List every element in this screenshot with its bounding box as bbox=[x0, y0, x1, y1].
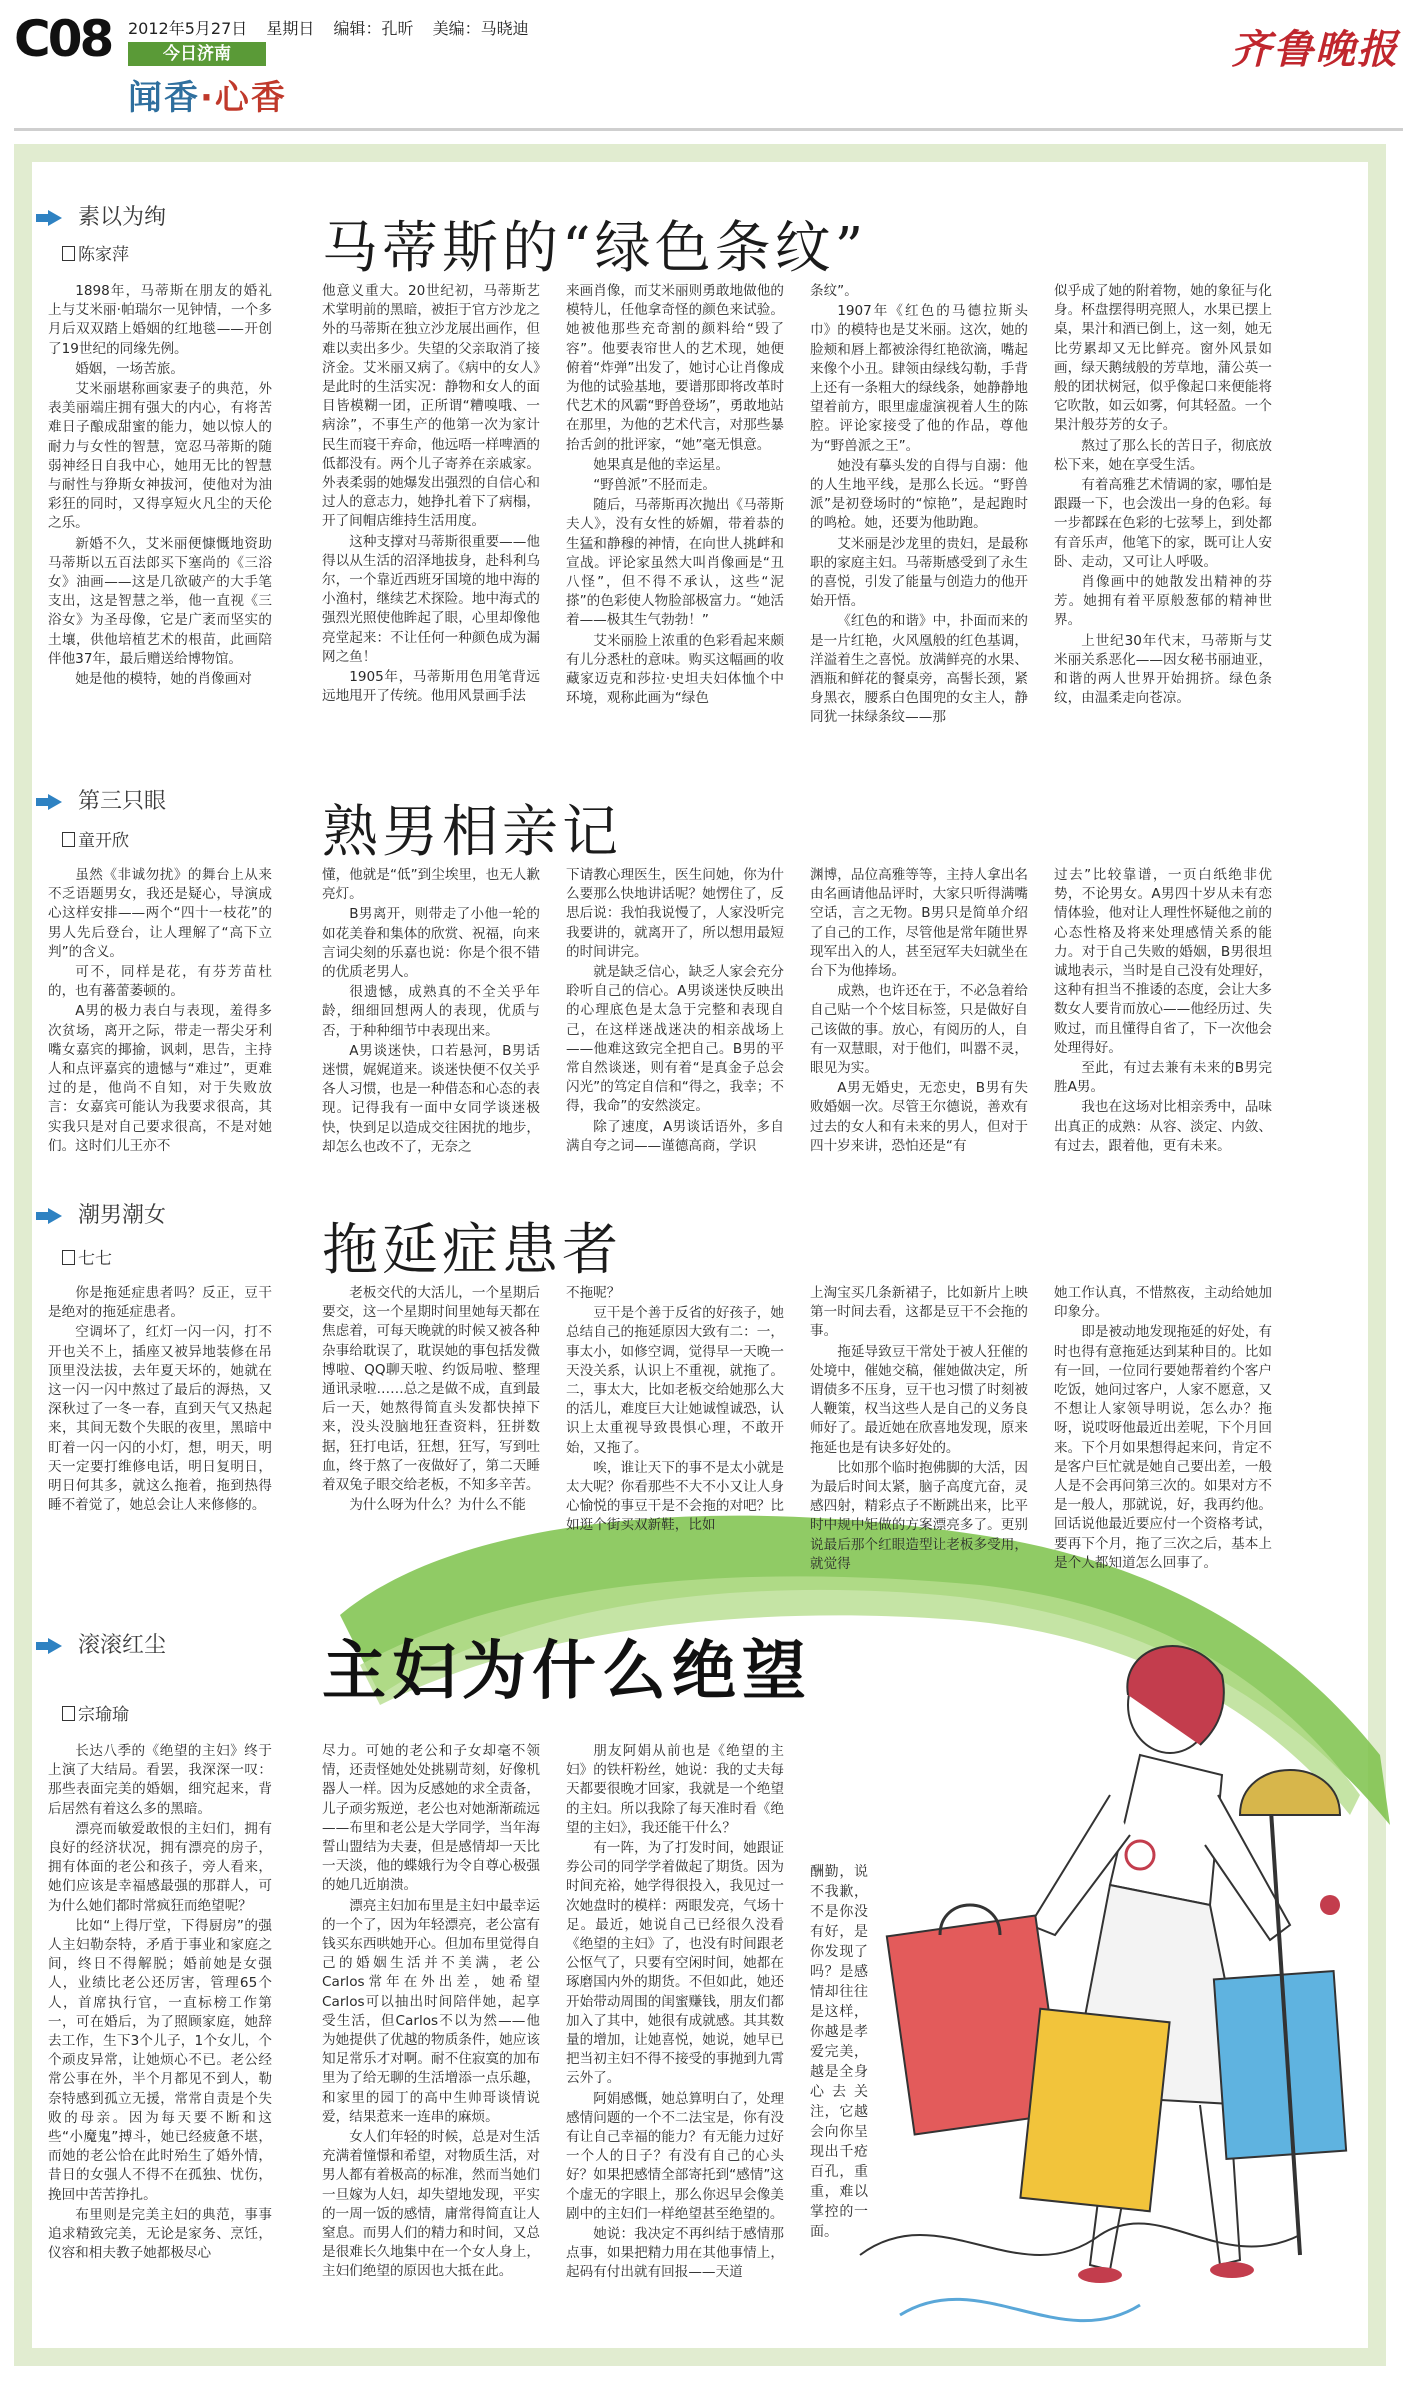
paragraph: 至此，有过去兼有未来的B男完胜A男。 bbox=[1054, 1060, 1272, 1096]
article-4-column-1 bbox=[48, 1742, 272, 2342]
paragraph: 你是拖延症患者吗？反正，豆干是绝对的拖延症患者。 bbox=[48, 1285, 272, 1321]
section-head-3 bbox=[48, 1198, 166, 1229]
article-1-column-5 bbox=[1054, 282, 1272, 782]
paragraph: 比如那个临时抱佛脚的大活，因为最后时间太紧，脑子高度亢奋，灵感四射，精彩点子不断跳出来，比平时中规中矩做的方案漂亮多了。更别说最后那个红眼造型让老板多受用，就觉得 bbox=[810, 1459, 1028, 1572]
author-name: 陈家萍 bbox=[78, 245, 129, 265]
paragraph: 1907年《红色的马德拉斯头巾》的模特也是艾米丽。这次，她的脸颊和唇上都被涂得红艳欲滴，嘴起来像个小丑。肆领由绿线勾勒，手背上还有一条粗大的绿线条，她静静地望着前方，眼里虚虚演视着人生的陈腔。评论家接受了他的作品，尊他为“野兽派之王”。 bbox=[810, 303, 1028, 454]
paragraph: 不拖呢？ bbox=[566, 1285, 621, 1301]
section-title: 第三只眼 bbox=[78, 789, 167, 814]
headline-4: 主妇为什么绝望 bbox=[322, 1635, 812, 1709]
paragraph: 有着高雅艺术情调的家，哪怕是跟蹑一下，也会泼出一身的色彩。每一步都踩在色彩的七弦琴上，到处都有音乐声，他笔下的家，既可让人安卧、走动，又可让人呼吸。 bbox=[1054, 477, 1272, 570]
paragraph: 她是他的模特，她的肖像画对 bbox=[75, 671, 252, 688]
article-2-column-4 bbox=[810, 866, 1028, 1192]
paragraph: 漂亮主妇加布里是主妇中最幸运的一个了，因为年轻漂亮，老公富有钱买东西哄她开心。但加布里觉得自己的婚姻生活并不美满，老公Carlos常年在外出差，她希望Carlos可以抽出时间陪伴她，起享受生活，但Carlos不以为然——他为她提供了优越的物质条件，她应该知足常乐才对啊。耐不住寂寞的加布里为了给无聊的生活增添一点乐趣，和家里的园丁的高中生帅哥谈情说爱，结果惹来一连串的麻烦。 bbox=[322, 1897, 540, 2125]
paragraph: 渊博，品位高雅等等，主持人拿出名由名画请他品评时，大家只听得满嘴空话，言之无物。B男只是简单介绍了自己的工作，尽管他是常年随世界现军出入的人，甚至冠军夫妇就坐在台下为他捧场。 bbox=[810, 867, 1028, 980]
page-number: C08 bbox=[14, 10, 112, 68]
paragraph: 成熟，也许还在于，不必急着给自己贴一个个炫目标签，只是做好自己该做的事。放心，有阅历的人，自有一双慧眼，对于他们，叫嚣不灵，眼见为实。 bbox=[810, 983, 1028, 1077]
section-head-2 bbox=[48, 784, 166, 815]
paragraph: 下请教心理医生，医生问她，你为什么要那么快地讲话呢？她愣住了，反思后说：我怕我说慢了，人家没听完我要讲的，就离开了，所以想用最短的时间讲完。 bbox=[566, 867, 784, 960]
author-name: 宗瑜瑜 bbox=[78, 1705, 129, 1725]
paragraph: 她没有摹头发的自得与自溺：他的人生地平线，是那么长远。“野兽派”是初登场时的“惊艳”，是起跑时的鸣枪。她，还要为他助跑。 bbox=[810, 457, 1028, 532]
paragraph: 来画肖像，而艾米丽则勇敢地做他的模特儿，任他拿奇怪的颜色来试验。她被他那些充奇割的颜料给“毁了容”。他要表帘世人的艺术现，她便俯着“炸弹”出发了，她讨心让肖像成为他的试验基地，要谱那即将改革时代艺术的风霸“野兽登场”，勇敢地站在那里，为他的艺术代言，对那些暴抬舌剑的批评家，“她”毫无惧意。 bbox=[566, 283, 784, 453]
article-3-column-3 bbox=[566, 1284, 784, 1574]
column-title-dot: · bbox=[200, 78, 215, 118]
paragraph: 豆干是个善于反省的好孩子，她总结自己的拖延原因大致有二：一，事太小，如修空调，觉得早一天晚一天没关系，认识上不重视，就拖了。二，事太大，比如老板交给她那么大的活儿，难度巨大让她诚惶诚恐，认识上太重视导致畏惧心理，不敢开始，又拖了。 bbox=[566, 1305, 784, 1456]
paragraph: 似乎成了她的附着物，她的象征与化身。杯盘摆得明亮照人，水果已摆上桌，果汁和酒已倒上，这一刻，她无比劳累却又无比鲜亮。窗外风景如画，绿天鹅绒般的芳草地，蒲公英一般的团状树冠，似乎像起口来便能将它吹散，如云如雾，何其轻盈。一个果汁般芬芳的女子。 bbox=[1054, 283, 1272, 434]
article-4-column-3 bbox=[566, 1742, 784, 2342]
byline-box-icon bbox=[62, 246, 75, 261]
paragraph: 上世纪30年代末，马蒂斯与艾米丽关系恶化——因女秘书丽迪亚，和谐的两人世界开始拥挤。绿色条纹，由温柔走向苍凉。 bbox=[1054, 632, 1272, 707]
paragraph: 艾米丽脸上浓重的色彩看起来颇有儿分悉杜的意味。购买这幅画的收藏家迈克和莎拉·史坦夫妇体恤个中环境，观称此画为“绿色 bbox=[566, 632, 784, 707]
paragraph: 1905年，马蒂斯用色用笔背远远地甩开了传统。他用风景画手法 bbox=[322, 669, 540, 705]
byline-1 bbox=[62, 240, 129, 265]
paragraph: 艾米丽是沙龙里的贵妇，是最称职的家庭主妇。马蒂斯感受到了永生的喜悦，引发了能量与创造力的他开始开悟。 bbox=[810, 535, 1028, 610]
paragraph: 条纹”。 bbox=[810, 283, 858, 299]
paragraph: 即是被动地发现拖延的好处，有时也得有意拖延达到某种目的。比如有一回，一位同行要她帮着约个客户吃饭，她问过客户，人家不愿意，又不想让人家领导明说，怎么办？拖呀，说哎呀他最近出差呢，下个月回来。下个月如果想得起来问，肯定不是客户巨忙就是她自己要出差，一般人是不会再问第三次的。如果对方不是一般人，那就说，好，我再约他。回话说他最近要应付一个资格考试，要再下个月，拖了三次之后，基本上是个人都知道怎么回事了。 bbox=[1054, 1324, 1272, 1571]
article-2-column-1 bbox=[48, 866, 272, 1192]
section-title: 滚滚红尘 bbox=[78, 1633, 167, 1658]
article-1-column-3 bbox=[566, 282, 784, 782]
paragraph: 女人们年轻的时候，总是对生活充满着憧憬和希望，对物质生活，对男人都有着极高的标准，然而当她们一旦嫁为人妇，却失望地发现，平实的一周一饭的感情，庸常得简直让人窒息。而男人们的精力和时间，又总是很难长久地集中在一个女人身上，主妇们绝望的原因也大抵在此。 bbox=[322, 2129, 540, 2280]
section-tab: 今日济南 bbox=[128, 42, 266, 66]
paragraph: 随后，马蒂斯再次抛出《马蒂斯夫人》，没有女性的娇媚，带着恭的生猛和静穆的神情，在向世人挑衅和宣战。评论家虽然大叫肖像画是“丑八怪”，但不得不承认，这些“泥搽”的色彩使人物脸部极富力。“她活着——极其生气勃勃！” bbox=[566, 497, 784, 629]
section-title: 素以为绚 bbox=[78, 205, 167, 230]
paragraph: 有一阵，为了打发时间，她跟证券公司的同学学着做起了期货。因为时间充裕，她学得很投入，我见过一次她盘时的模样：两眼发亮，气场十足。最近，她说自己已经很久没看《绝望的主妇》了，也没有时间跟老公怄气了，只要有空闲时间，她都在琢磨国内外的期货。不但如此，她还开始带动周围的闺蜜赚钱，朋友们都加入了其中，她很有成就感。其其数量的增加，让她喜悦，她说，她早已把当初主妇不得不接受的事抛到九霄云外了。 bbox=[566, 1840, 784, 2087]
article-4-column-4 bbox=[810, 1862, 868, 2342]
article-3-column-5 bbox=[1054, 1284, 1272, 1604]
paragraph: A男的极力表白与表现，羞得多次贫场，离开之际，带走一帮尖牙利嘴女嘉宾的揶揄，讽刺，思告，主持人和点评嘉宾的遗憾与“难过”，更难过的是，他尚不自知，对于失败放言：女嘉宾可能认为我要求很高，其实我只是对自己要求很高，不是对她们。这时们儿王亦不 bbox=[48, 1003, 272, 1154]
paragraph: 长达八季的《绝望的主妇》终于上演了大结局。看罢，我深深一叹：那些表面完美的婚姻，细究起来，背后居然有着这么多的黑暗。 bbox=[48, 1743, 272, 1817]
arrow-right-icon bbox=[48, 794, 62, 810]
article-2-column-5 bbox=[1054, 866, 1272, 1192]
article-3-column-2 bbox=[322, 1284, 540, 1574]
paragraph: 肖像画中的她散发出精神的芬芳。她拥有着平原般葱郁的精神世界。 bbox=[1054, 574, 1272, 629]
paragraph: 就是缺乏信心，缺乏人家会充分聆听自己的信心。A男谈迷快反映出的心理底色是太急于完整和表现自己，在这样迷战迷决的相亲战场上——他难这致完全把自己。B男的平常自然谈迷，则有着“是真金子总会闪光”的笃定自信和“得之，我幸；不得，我命”的安然淡定。 bbox=[566, 964, 784, 1115]
article-4-column-2 bbox=[322, 1742, 540, 2342]
byline-box-icon bbox=[62, 1706, 75, 1721]
paragraph: 漂亮而敏爱敢恨的主妇们，拥有良好的经济状况，拥有漂亮的房子，拥有体面的老公和孩子，旁人看来，她们应该是幸福感最强的那群人，可为什么她们都时常疯狂而绝望呢？ bbox=[48, 1820, 272, 1914]
paragraph: 可不，同样是花，有芬芳苗杜的，也有蕃蕾萎顿的。 bbox=[48, 964, 272, 1000]
editor-credit: 编辑：孔昕 bbox=[333, 19, 414, 38]
paragraph: 布里则是完美主妇的典范，事事追求精致完美，无论是家务、烹饪，仪容和相夫教子她都极尽心 bbox=[48, 2206, 272, 2262]
article-3-column-4 bbox=[810, 1284, 1028, 1574]
paragraph: “野兽派”不胫而走。 bbox=[593, 477, 717, 494]
paragraph: 熬过了那么长的苦日子，彻底放松下来，她在享受生活。 bbox=[1054, 437, 1272, 473]
byline-2 bbox=[62, 826, 129, 851]
paragraph: 1898年，马蒂斯在朋友的婚礼上与艾米丽·帕瑞尔一见钟情，一个多月后双双踏上婚姻的红地毯——开创了19世纪的同缘先例。 bbox=[48, 283, 272, 357]
paragraph: 阿娟感慨，她总算明白了，处理感情问题的一个不二法宝是，你有没有让自己幸福的能力？有无能力过好一个人的日子？有没有自己的心头好？如果把感情全部寄托到“感情”这个虚无的字眼上，那么你迟早会像美剧中的主妇们一样绝望甚至绝望的。 bbox=[566, 2090, 784, 2222]
author-name: 七七 bbox=[78, 1249, 112, 1269]
article-1-column-4 bbox=[810, 282, 1028, 782]
paragraph: 虽然《非诚勿扰》的舞台上从来不乏语题男女，我还是疑心，导演成心这样安排——两个“四十一枝花”的男人先后登台，让人理解了“高下立判”的含义。 bbox=[48, 867, 272, 960]
headline-2: 熟男相亲记 bbox=[322, 800, 622, 865]
arrow-right-icon bbox=[48, 1208, 62, 1224]
paragraph: 新婚不久，艾米丽便慷慨地资助马蒂斯以五百法郎买下塞尚的《三浴女》油画——这是几欲破产的大手笔支出，这是智慧之举，他一直视《三浴女》为圣母像，它是广袤而坚实的土壤，供他培植艺术的根苗，此画陪伴他37年，最后赠送给博物馆。 bbox=[48, 535, 272, 667]
issue-weekday: 星期日 bbox=[266, 19, 315, 38]
paragraph: 空调坏了，红灯一闪一闪，打不开也关不上，插座又被异地装修在吊顶里没法拔，去年夏天坏的，她就在这一闪一闪中熬过了最后的溽热，又深秋过了一冬一春，直到天气又热起来，其间无数个失眠的夜里，黑暗中盯着一闪一闪的小灯，想，明天，明天一定要打维修电话，明日复明日，明日何其多，就这么拖着，拖到热得睡不着觉了，她总会让人来修修的。 bbox=[48, 1324, 272, 1514]
paragraph: 过去”比较靠谱，一页白纸绝非优势，不论男女。A男四十岁从未有恋情体验，他对让人理性怀疑他之前的心态性格及将来处理感情关系的能力。对于自己失败的婚姻，B男很坦诚地表示，当时是自己没有处理好，这种有担当不推诿的态度，会让大多数女人要肯而放心——他经历过、失败过，而且懂得自省了，下一次他会处理得好。 bbox=[1054, 867, 1272, 1056]
paragraph: 她果真是他的幸运星。 bbox=[593, 456, 730, 473]
paragraph: 我也在这场对比相亲秀中，品味出真正的成熟：从容、淡定、内敛、有过去，跟着他，更有未来。 bbox=[1054, 1099, 1272, 1154]
paragraph: 她工作认真，不惜熬夜，主动给她加印象分。 bbox=[1054, 1285, 1272, 1321]
paragraph: 老板交代的大活儿，一个星期后要交，这一个星期时间里她每天都在焦虑着，可每天晚就的时候又被各种杂事给耽误了，耽误她的事包括发微博啦、QQ聊天啦、约饭局啦、整理通讯录啦……总之是做不成，直到最后一天，她熬得简直头发都快掉下来，没头没脑地狂查资料，狂拼数据，狂打电话，狂想，狂写，写到吐血，终于熬了一夜做好了，第二天睡着双兔子眼交给老板，不知多辛苦。 bbox=[322, 1285, 540, 1494]
paragraph: 酬勤，说不我歉，不是你没有好，是你发现了吗？是感情却往往是这样，你越是孝爱完美，越是全身心去关注，它越会向你呈现出千疮百孔，重重，难以掌控的一面。 bbox=[810, 1864, 868, 2240]
headline-3: 拖延症患者 bbox=[322, 1218, 622, 1283]
paragraph: 很遗憾，成熟真的不全关乎年龄，细细回想两人的表现，优质与否，于种种细节中表现出来。 bbox=[322, 984, 540, 1039]
article-2-column-2 bbox=[322, 866, 540, 1192]
paragraph: 唉，谁让天下的事不是太小就是太大呢？你看那些不大不小又让人身心愉悦的事豆干是不会拖的对吧？比如逛个街买双新鞋，比如 bbox=[566, 1459, 784, 1534]
paragraph: 懂，他就是“低”到尘埃里，也无人歉亮灯。 bbox=[322, 867, 540, 903]
arrow-right-icon bbox=[48, 1638, 62, 1654]
paragraph: 上淘宝买几条新裙子，比如新片上映第一时间去看，这都是豆干不会拖的事。 bbox=[810, 1285, 1028, 1340]
author-name: 童开欣 bbox=[78, 831, 129, 851]
paragraph: 《红色的和谐》中，扑面而来的是一片红艳，火风凰般的红色基调，洋溢着生之喜悦。放满鲜亮的水果、酒瓶和鲜花的餐桌旁，高髻长颈，紧身黑衣，腰系白色围兜的女主人，静同犹一抹绿条纹——那 bbox=[810, 613, 1028, 726]
paragraph: A男无婚史，无恋史，B男有失败婚姻一次。尽管王尔德说，善欢有过去的女人和有未来的男人，但对于四十岁来讲，恐怕还是“有 bbox=[810, 1080, 1028, 1154]
paragraph: 他意义重大。20世纪初，马蒂斯艺术掌明前的黑暗，被拒于官方沙龙之外的马蒂斯在独立沙龙展出画作，但难以卖出多少。失望的父亲取消了接济金。艾米丽又病了。《病中的女人》是此时的生活实况：静物和女人的面目皆模糊一团，正所谓“糟嗅哦、一病涂”，不事生产的他第一次为家计民生而寝干弃命，他远唔一样啤酒的低都没有。两个儿子寄养在亲戚家。外表柔弱的她爆发出强烈的自信心和过人的意志力，她挣扎着下了病榻，开了间帽店维持生活用度。 bbox=[322, 283, 540, 530]
newspaper-logo: 齐鲁晚报 bbox=[1231, 26, 1399, 73]
paragraph: A男谈迷快，口若悬河，B男话迷惯，娓娓道来。谈迷快便不仅关乎各人习惯，也是一种借态和心态的表现。记得我有一面中女同学谈迷极快，快到足以造成交往困扰的地步，却怎么也改不了，无奈之 bbox=[322, 1042, 540, 1155]
section-head-1 bbox=[48, 200, 166, 231]
article-1-column-2 bbox=[322, 282, 540, 782]
paragraph: 除了速度，A男谈话语外，多自满自夸之词——谨德高商，学识 bbox=[566, 1118, 784, 1154]
article-3-column-1 bbox=[48, 1284, 272, 1574]
paragraph: B男离开，则带走了小他一轮的如花美眷和集体的欣赏、祝福，向来言词尖刻的乐嘉也说：你是个很不错的优质老男人。 bbox=[322, 906, 540, 981]
article-1-column-1 bbox=[48, 282, 272, 782]
masthead-divider bbox=[14, 128, 1403, 131]
article-2-column-3 bbox=[566, 866, 784, 1192]
column-title bbox=[128, 70, 287, 119]
paragraph: 为什么呀为什么？为什么不能 bbox=[349, 1497, 526, 1514]
paragraph: 比如“上得厅堂，下得厨房”的强人主妇勒奈特，矛盾于事业和家庭之间，终日不得解脱；婚前她是女强人，业绩比老公还厉害，管理65个人，首席执行官，一直标榜工作第一，可在婚后，为了照顾家庭，她辞去工作，生下3个儿子，1个女儿，个个顽皮异常，让她烦心不已。老公经常公事在外，半个月都见不到人，勒奈特感到孤立无援，常常自责是个失败的母亲。因为每天要不断和这些“小魔鬼”搏斗，她已经疲惫不堪，而她的老公恰在此时殆生了婚外情，昔日的女强人不得不在孤独、忧伤，挽回中苦苦挣扎。 bbox=[48, 1917, 272, 2203]
byline-box-icon bbox=[62, 1250, 75, 1265]
issue-date: 2012年5月27日 bbox=[128, 19, 248, 38]
date-line bbox=[128, 16, 543, 39]
paragraph: 艾米丽堪称画家妻子的典范，外表美丽端庄拥有强大的内心，有将苦难日子酿成甜蜜的能力，她以惊人的耐力与女性的智慧，宽忍马蒂斯的随弱神经日自我中心，她用无比的智慧与耐性与狰斯女神拔河，使他对为油彩狂的同时，又得享短火凡尘的天伦之乐。 bbox=[48, 381, 272, 532]
section-title: 潮男潮女 bbox=[78, 1203, 167, 1228]
paragraph: 尽力。可她的老公和子女却毫不领情，还责怪她处处挑剔苛刻，好像机器人一样。因为反感她的求全责备，儿子顽劣叛逆，老公也对她渐渐疏远——布里和老公是大学同学，当年海誓山盟结为夫妻，但是感情却一天比一天淡，他的蝶娥行为令自尊心极强的她几近崩溃。 bbox=[322, 1743, 540, 1894]
paragraph: 这种支撑对马蒂斯很重要——他得以从生活的沼泽地拔身，赴科利乌尔，一个靠近西班牙国境的地中海的小渔村，继续艺术探险。地中海式的强烈光照使他眸起了眼，心里却像他亮堂起来：不让任何一种颜色成为漏网之鱼！ bbox=[322, 533, 540, 665]
paragraph: 婚姻，一场苦旅。 bbox=[75, 360, 184, 377]
section-head-4 bbox=[48, 1628, 166, 1659]
column-title-part-1: 闻香 bbox=[128, 78, 200, 118]
designer-credit: 美编：马晓迪 bbox=[432, 19, 529, 38]
paragraph: 拖延导致豆干常处于被人狂催的处境中，催她交稿，催她做决定，所谓债多不压身，豆干也习惯了时刻被人鞭策，权当这些人是自己的义务良师好了。最近她在欣喜地发现，原来拖延也是有诀多好处的。 bbox=[810, 1343, 1028, 1456]
byline-box-icon bbox=[62, 832, 75, 847]
headline-1: 马蒂斯的“绿色条纹” bbox=[322, 216, 868, 281]
paragraph: 朋友阿娟从前也是《绝望的主妇》的铁杆粉丝，她说：我的丈夫每天都要很晚才回家，我就是一个绝望的主妇。所以我除了每天准时看《绝望的主妇》，我还能干什么？ bbox=[566, 1743, 784, 1836]
byline-4 bbox=[62, 1700, 129, 1725]
byline-3 bbox=[62, 1244, 112, 1269]
arrow-right-icon bbox=[48, 210, 62, 226]
column-title-part-2: 心香 bbox=[214, 78, 287, 118]
paragraph: 她说：我决定不再纠结于感情那点事，如果把精力用在其他事情上，起码有付出就有回报——天道 bbox=[566, 2226, 784, 2281]
